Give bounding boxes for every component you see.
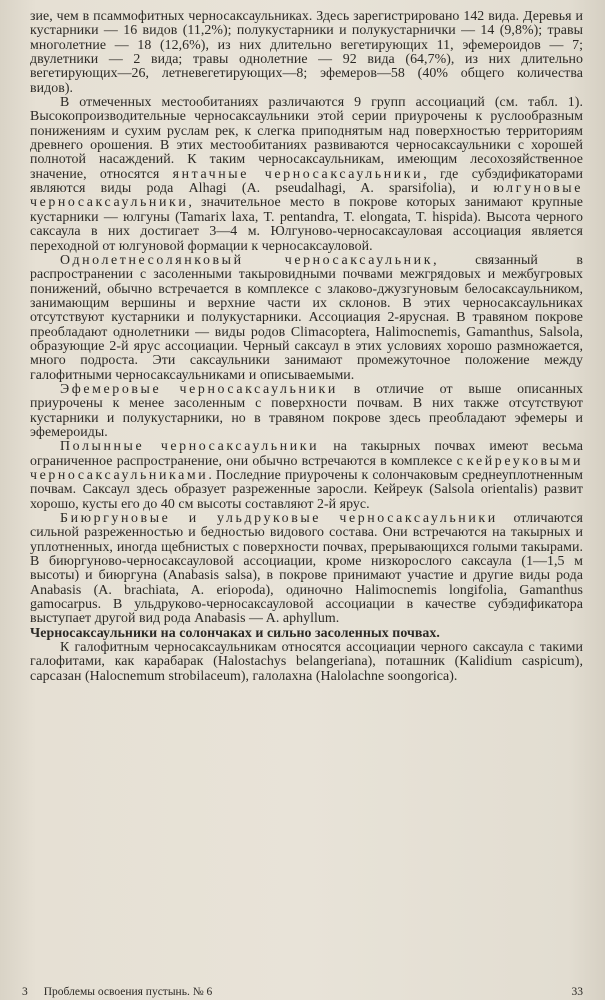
spaced-yantak: янтачные черносаксаульники (172, 166, 424, 182)
yantak-text: субэдификаторами являются виды рода Alhagi (A. pseudalhagi, A. sparsifolia), и (30, 166, 583, 197)
wormwood-text: на такырных почвах имеют весьма ограниченное распространение, они обычно встречаются в комплексе с (30, 439, 583, 469)
spaced-annual: Однолетнесолянковый черносаксаульник (60, 252, 434, 268)
paragraph-annual-saltwort (30, 254, 583, 383)
journal-title: Проблемы освоения пустынь. № 6 (43, 986, 213, 998)
paragraph-intro: зие, чем в псаммофитных черносаксаульниках. Здесь зарегистрировано 142 вида. Деревья и кустарники — 16 видов (11,2%); полукустарники и полукустарнички — 14 (9,8%); травы многолетние — 18 (12,6%), из них длительно вегетирующих 11, эфемероидов — 7; двулетники — 2 вида; травы однолетние — 92 вида (64,7%), из них длительно вегетирующих—26, летневегетирующих—8; эфемеров—58 (40% общего количества видов). (30, 9, 583, 96)
spaced-ephemeral: Эфемеровые черносаксаульники (60, 381, 338, 397)
habitats-text: В отмеченных местообитаниях различаются 9 групп ассоциаций (см. табл. 1). Высокопроизводительные черносаксаульники этой серии приурочены к руслообразным понижениям и сухим руслам рек, к слегка приподнятым над поверхностью территориям древнего орошения. В этих местообитаниях развиваются черносаксаульники с хорошей полнотой насаждений. К таким черносаксаульникам, имеющим лесохозяйственное значение, относятся (30, 95, 583, 182)
paragraph-habitats (30, 96, 583, 254)
spaced-keyreuk: кейреуковыми черносаксаульниками (30, 453, 583, 483)
paragraph-ephemeral (30, 383, 583, 440)
footer-left (22, 986, 212, 998)
biyurgun-text: отличаются сильной разреженностью и бедностью видового состава. Они встречаются на такырных и уплотненных, иногда щебнистых с поверхности почвах, прерывающихся голыми такырами. В биюргуново-черносаксауловой ассоциации, кроме низкорослого саксаула (1—1,5 м высоты) и биюргуна (Anabasis salsa), в покрове принимают участие и другие виды рода Anabasis (A. brachiata, A. eriopoda), одиночно Halimocnemis longifolia, Gamanthus gamocarpus. В ульдруково-черносаксауловой ассоциации в качестве субэдификатора выступает другой вид рода Anabasis — A. aphyllum. (30, 511, 583, 627)
yulgun-text: , значительное место в покрове которых занимают крупные кустарники — юлгуны (Tamarix laxa, T. pentandra, T. elongata, T. hispida). Высота черного саксаула в них достигает 3—4 м. Юлгуново-черносаксауловая ассоциация является переходной от юлгуновой формации к черносаксауловой. (30, 195, 583, 254)
paragraph-wormwood (30, 440, 583, 512)
section-heading: Черносаксаульники на солончаках и сильно засоленных почвах. (30, 625, 440, 641)
signature-mark: 3 (22, 986, 28, 998)
spaced-yulgun: юлгуновые черносаксаульники (30, 181, 583, 211)
body-text (30, 10, 583, 684)
ephemeral-text: в отличие от выше описанных приурочены к менее засоленным с поверхности почвам. В них также отсутствуют кустарники и полукустарники, но в травяном покрове здесь преобладают эфемеры и эфемероиды. (30, 381, 583, 440)
spaced-biyurgun: Биюргуновые и ульдруковые черносаксаульники (60, 511, 498, 527)
page-footer (22, 986, 583, 998)
annual-text: , связанный в распространении с засоленными такыровидными почвами межгрядовых и межбугровых понижений, обычно встречается в комплексе с злаково-джузгуновым белосаксаульником, занимающим вершины и верхние части их склонов. В этих черносаксаульниках отсутствуют кустарники и полукустарники. Ассоциация 2-ярусная. В травяном покрове преобладают однолетники — виды родов Climacoptera, Halimocnemis, Gamanthus, Salsola, образующие 2-й ярус ассоциации. Черный саксаул в этих условиях хорошо размножается, много подроста. Эти саксаульники занимают промежуточное положение между галофитными черносаксаульниками и описываемыми. (30, 252, 584, 383)
paragraph-biyurgun (30, 512, 583, 627)
page-number: 33 (571, 986, 583, 998)
wormwood-text-b: . Последние приурочены к солончаковым среднеуплотненным почвам. Саксаул здесь образует разреженные заросли. Кейреук (Salsola orientalis) развит хорошо, кусты его до 40 см высоты составляют 2-й ярус. (30, 468, 583, 512)
yantak-tail: , где (423, 166, 459, 182)
spaced-wormwood: Полынные черносаксаульники (60, 439, 320, 455)
paragraph-halophytic: К галофитным черносаксаульникам относятся ассоциации черного саксаула с такими галофитами, как карабарак (Halostachys belangeriana), поташник (Kalidium caspicum), сарсазан (Halocnemum strobilaceum), галолахна (Halolachne soongorica). (30, 640, 583, 684)
